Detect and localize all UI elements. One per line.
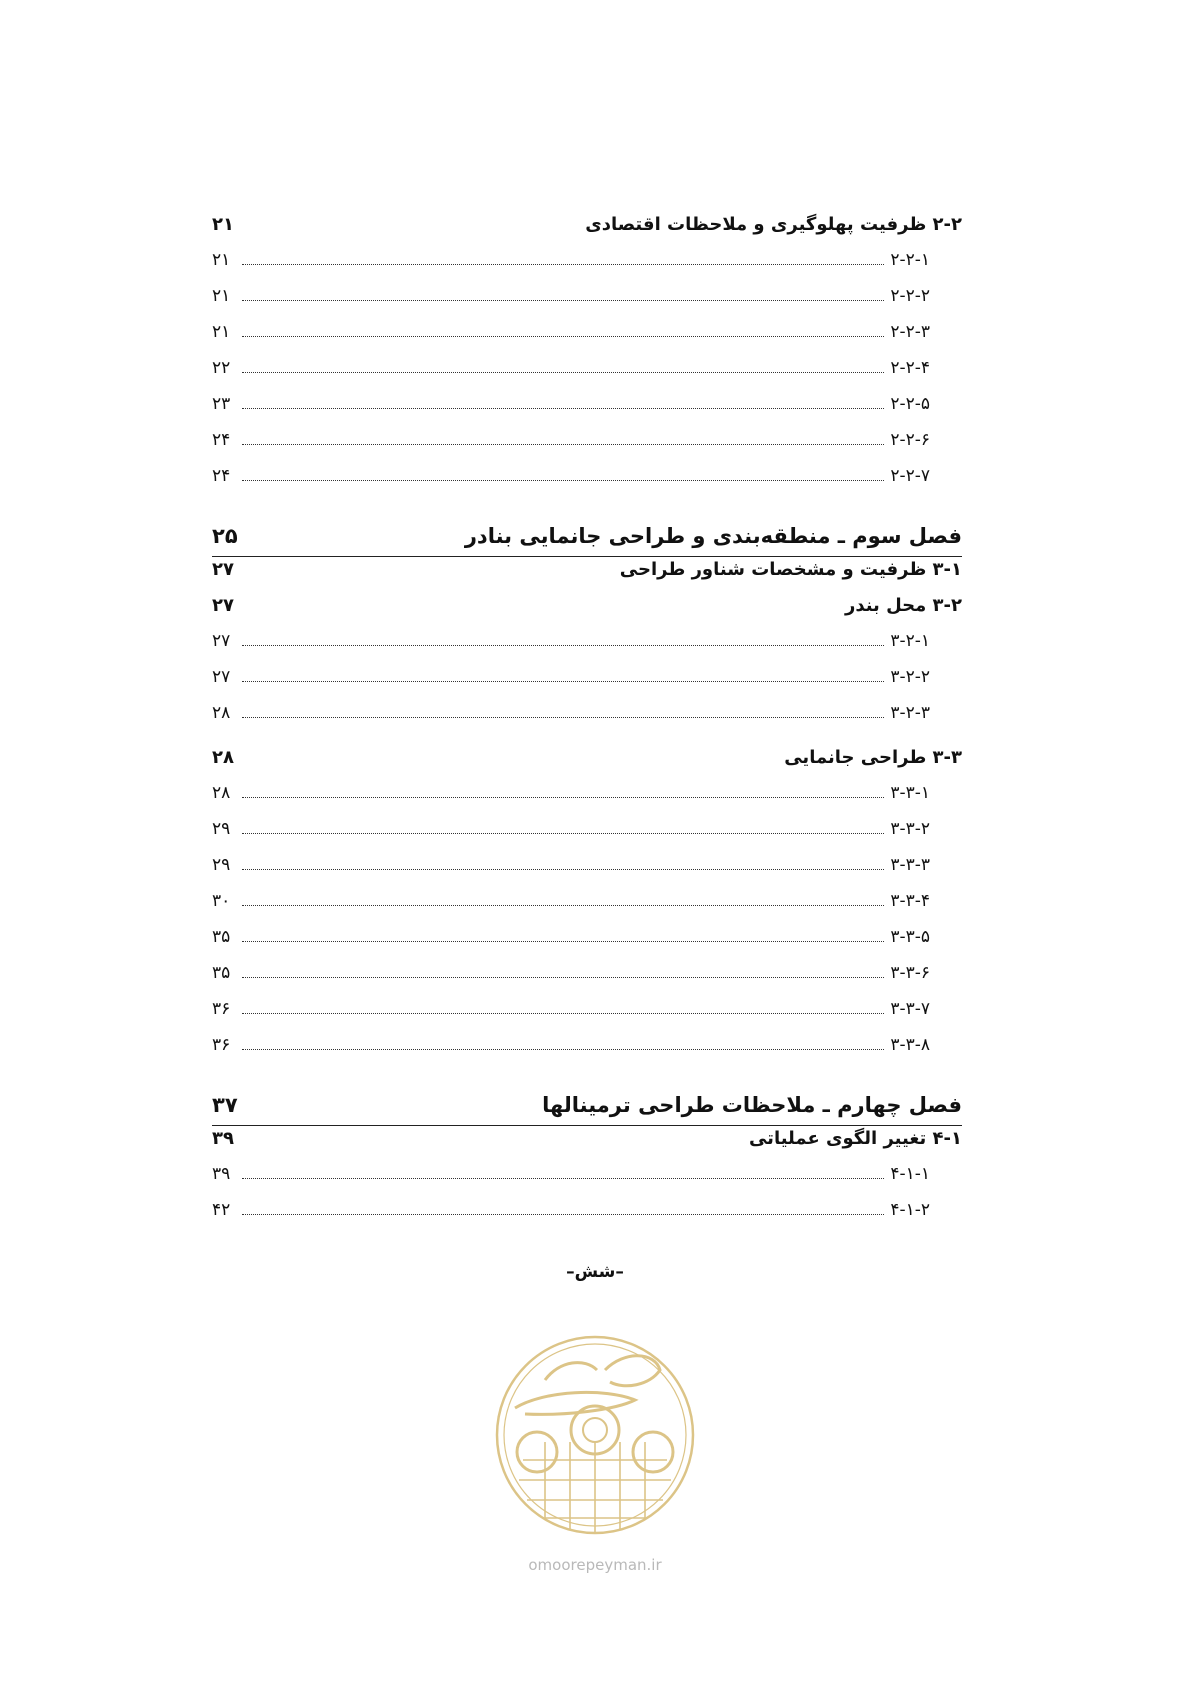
toc-page-number: ۲۱: [212, 286, 231, 306]
toc-page-number: ۲۴: [212, 466, 231, 486]
toc-entry-label: فصل چهارم ـ ملاحظات طراحی ترمینالها: [542, 1093, 962, 1117]
toc-section-row: [212, 595, 962, 631]
toc-entry-row: [212, 667, 962, 703]
toc-page-number: ۳۵: [212, 963, 231, 983]
toc-page-number: ۳۵: [212, 927, 231, 947]
toc-page-number: ۳۹: [212, 1164, 231, 1184]
dot-leader: [242, 680, 884, 682]
dot-leader: [242, 796, 884, 798]
toc-entry-label: ۴-۱-۲: [890, 1200, 930, 1220]
toc-entry-label: فصل سوم ـ منطقه‌بندی و طراحی جانمایی بنادر: [464, 524, 962, 548]
toc-entry-label: ۳-۲-۱: [890, 631, 930, 651]
dot-leader: [242, 832, 884, 834]
toc-page-number: ۲۷: [212, 595, 234, 616]
toc-entry-row: [212, 1200, 962, 1236]
toc-page-number: ۲۲: [212, 358, 231, 378]
seal-emblem-icon: [485, 1330, 705, 1580]
page-number-footer: –شش–: [566, 1262, 624, 1282]
toc-entry-label: ۴-۱-۱: [890, 1164, 930, 1184]
toc-entry-label: ۲-۲-۱: [890, 250, 930, 270]
toc-entry-row: [212, 394, 962, 430]
toc-entry-row: [212, 631, 962, 667]
toc-entry-label: ۳-۳-۱: [890, 783, 930, 803]
toc-page-number: ۳۹: [212, 1128, 234, 1149]
toc-chapter-row: [212, 1085, 962, 1126]
dot-leader: [242, 1048, 884, 1050]
toc-entry-row: [212, 358, 962, 394]
dot-leader: [242, 263, 884, 265]
dot-leader: [242, 1213, 884, 1215]
toc-entry-label: ۳-۳ طراحی جانمایی: [784, 747, 962, 768]
watermark-site-text: omoorepeyman.ir: [528, 1556, 662, 1574]
dot-leader: [242, 868, 884, 870]
toc-page-number: ۳۶: [212, 999, 231, 1019]
toc-entry-row: [212, 1035, 962, 1071]
toc-section-row: [212, 1128, 962, 1164]
dot-leader: [242, 371, 884, 373]
dot-leader: [242, 335, 884, 337]
dot-leader: [242, 299, 884, 301]
toc-page-number: ۲۸: [212, 747, 234, 768]
table-of-contents: [212, 214, 962, 1236]
toc-section-row: [212, 747, 962, 783]
toc-entry-label: ۴-۱ تغییر الگوی عملیاتی: [748, 1128, 962, 1149]
toc-entry-row: [212, 963, 962, 999]
toc-entry-row: [212, 466, 962, 502]
toc-entry-label: ۳-۳-۳: [890, 855, 930, 875]
toc-page-number: ۴۲: [212, 1200, 231, 1220]
toc-entry-label: ۲-۲-۴: [890, 358, 930, 378]
toc-entry-row: [212, 891, 962, 927]
toc-entry-row: [212, 999, 962, 1035]
toc-entry-label: ۳-۳-۶: [890, 963, 930, 983]
toc-page-number: ۲۴: [212, 430, 231, 450]
toc-page-number: ۲۱: [212, 250, 231, 270]
toc-entry-row: [212, 250, 962, 286]
toc-entry-label: ۳-۱ ظرفیت و مشخصات شناور طراحی: [619, 559, 962, 580]
toc-entry-label: ۳-۳-۷: [890, 999, 930, 1019]
dot-leader: [242, 976, 884, 978]
toc-entry-label: ۳-۲-۳: [890, 703, 930, 723]
toc-page-number: ۲۹: [212, 819, 231, 839]
toc-entry-label: ۳-۲ محل بندر: [844, 595, 962, 616]
dot-leader: [242, 1177, 884, 1179]
toc-entry-row: [212, 430, 962, 466]
toc-page-number: ۲۷: [212, 631, 231, 651]
toc-section-row: [212, 559, 962, 595]
toc-page-number: ۲۱: [212, 322, 231, 342]
toc-page-number: ۲۹: [212, 855, 231, 875]
toc-page-number: ۲۷: [212, 667, 231, 687]
dot-leader: [242, 716, 884, 718]
toc-chapter-row: [212, 516, 962, 557]
toc-entry-label: ۲-۲-۵: [890, 394, 930, 414]
toc-entry-row: [212, 322, 962, 358]
toc-entry-row: [212, 703, 962, 739]
toc-page-number: ۳۷: [212, 1093, 238, 1117]
toc-entry-label: ۳-۳-۸: [890, 1035, 930, 1055]
toc-entry-row: [212, 927, 962, 963]
toc-page-number: ۳۰: [212, 891, 231, 911]
dot-leader: [242, 479, 884, 481]
toc-entry-label: ۲-۲-۲: [890, 286, 930, 306]
toc-entry-row: [212, 1164, 962, 1200]
toc-page-number: ۲۸: [212, 703, 231, 723]
toc-section-row: [212, 214, 962, 250]
toc-entry-label: ۳-۳-۲: [890, 819, 930, 839]
toc-entry-label: ۳-۳-۵: [890, 927, 930, 947]
toc-page-number: ۲۱: [212, 214, 234, 235]
dot-leader: [242, 904, 884, 906]
toc-page-number: ۳۶: [212, 1035, 231, 1055]
toc-entry-label: ۲-۲-۶: [890, 430, 930, 450]
toc-entry-row: [212, 819, 962, 855]
toc-page-number: ۲۷: [212, 559, 234, 580]
toc-entry-row: [212, 855, 962, 891]
toc-page-number: ۲۳: [212, 394, 231, 414]
toc-entry-label: ۳-۲-۲: [890, 667, 930, 687]
toc-entry-label: ۲-۲-۳: [890, 322, 930, 342]
dot-leader: [242, 940, 884, 942]
dot-leader: [242, 443, 884, 445]
toc-page-number: ۲۸: [212, 783, 231, 803]
toc-entry-label: ۳-۳-۴: [890, 891, 930, 911]
toc-entry-row: [212, 286, 962, 322]
dot-leader: [242, 1012, 884, 1014]
toc-entry-label: ۲-۲ ظرفیت پهلوگیری و ملاحظات اقتصادی: [585, 214, 962, 235]
watermark-seal: [485, 1330, 705, 1580]
dot-leader: [242, 644, 884, 646]
dot-leader: [242, 407, 884, 409]
toc-entry-row: [212, 783, 962, 819]
toc-entry-label: ۲-۲-۷: [890, 466, 930, 486]
toc-page-number: ۲۵: [212, 524, 238, 548]
